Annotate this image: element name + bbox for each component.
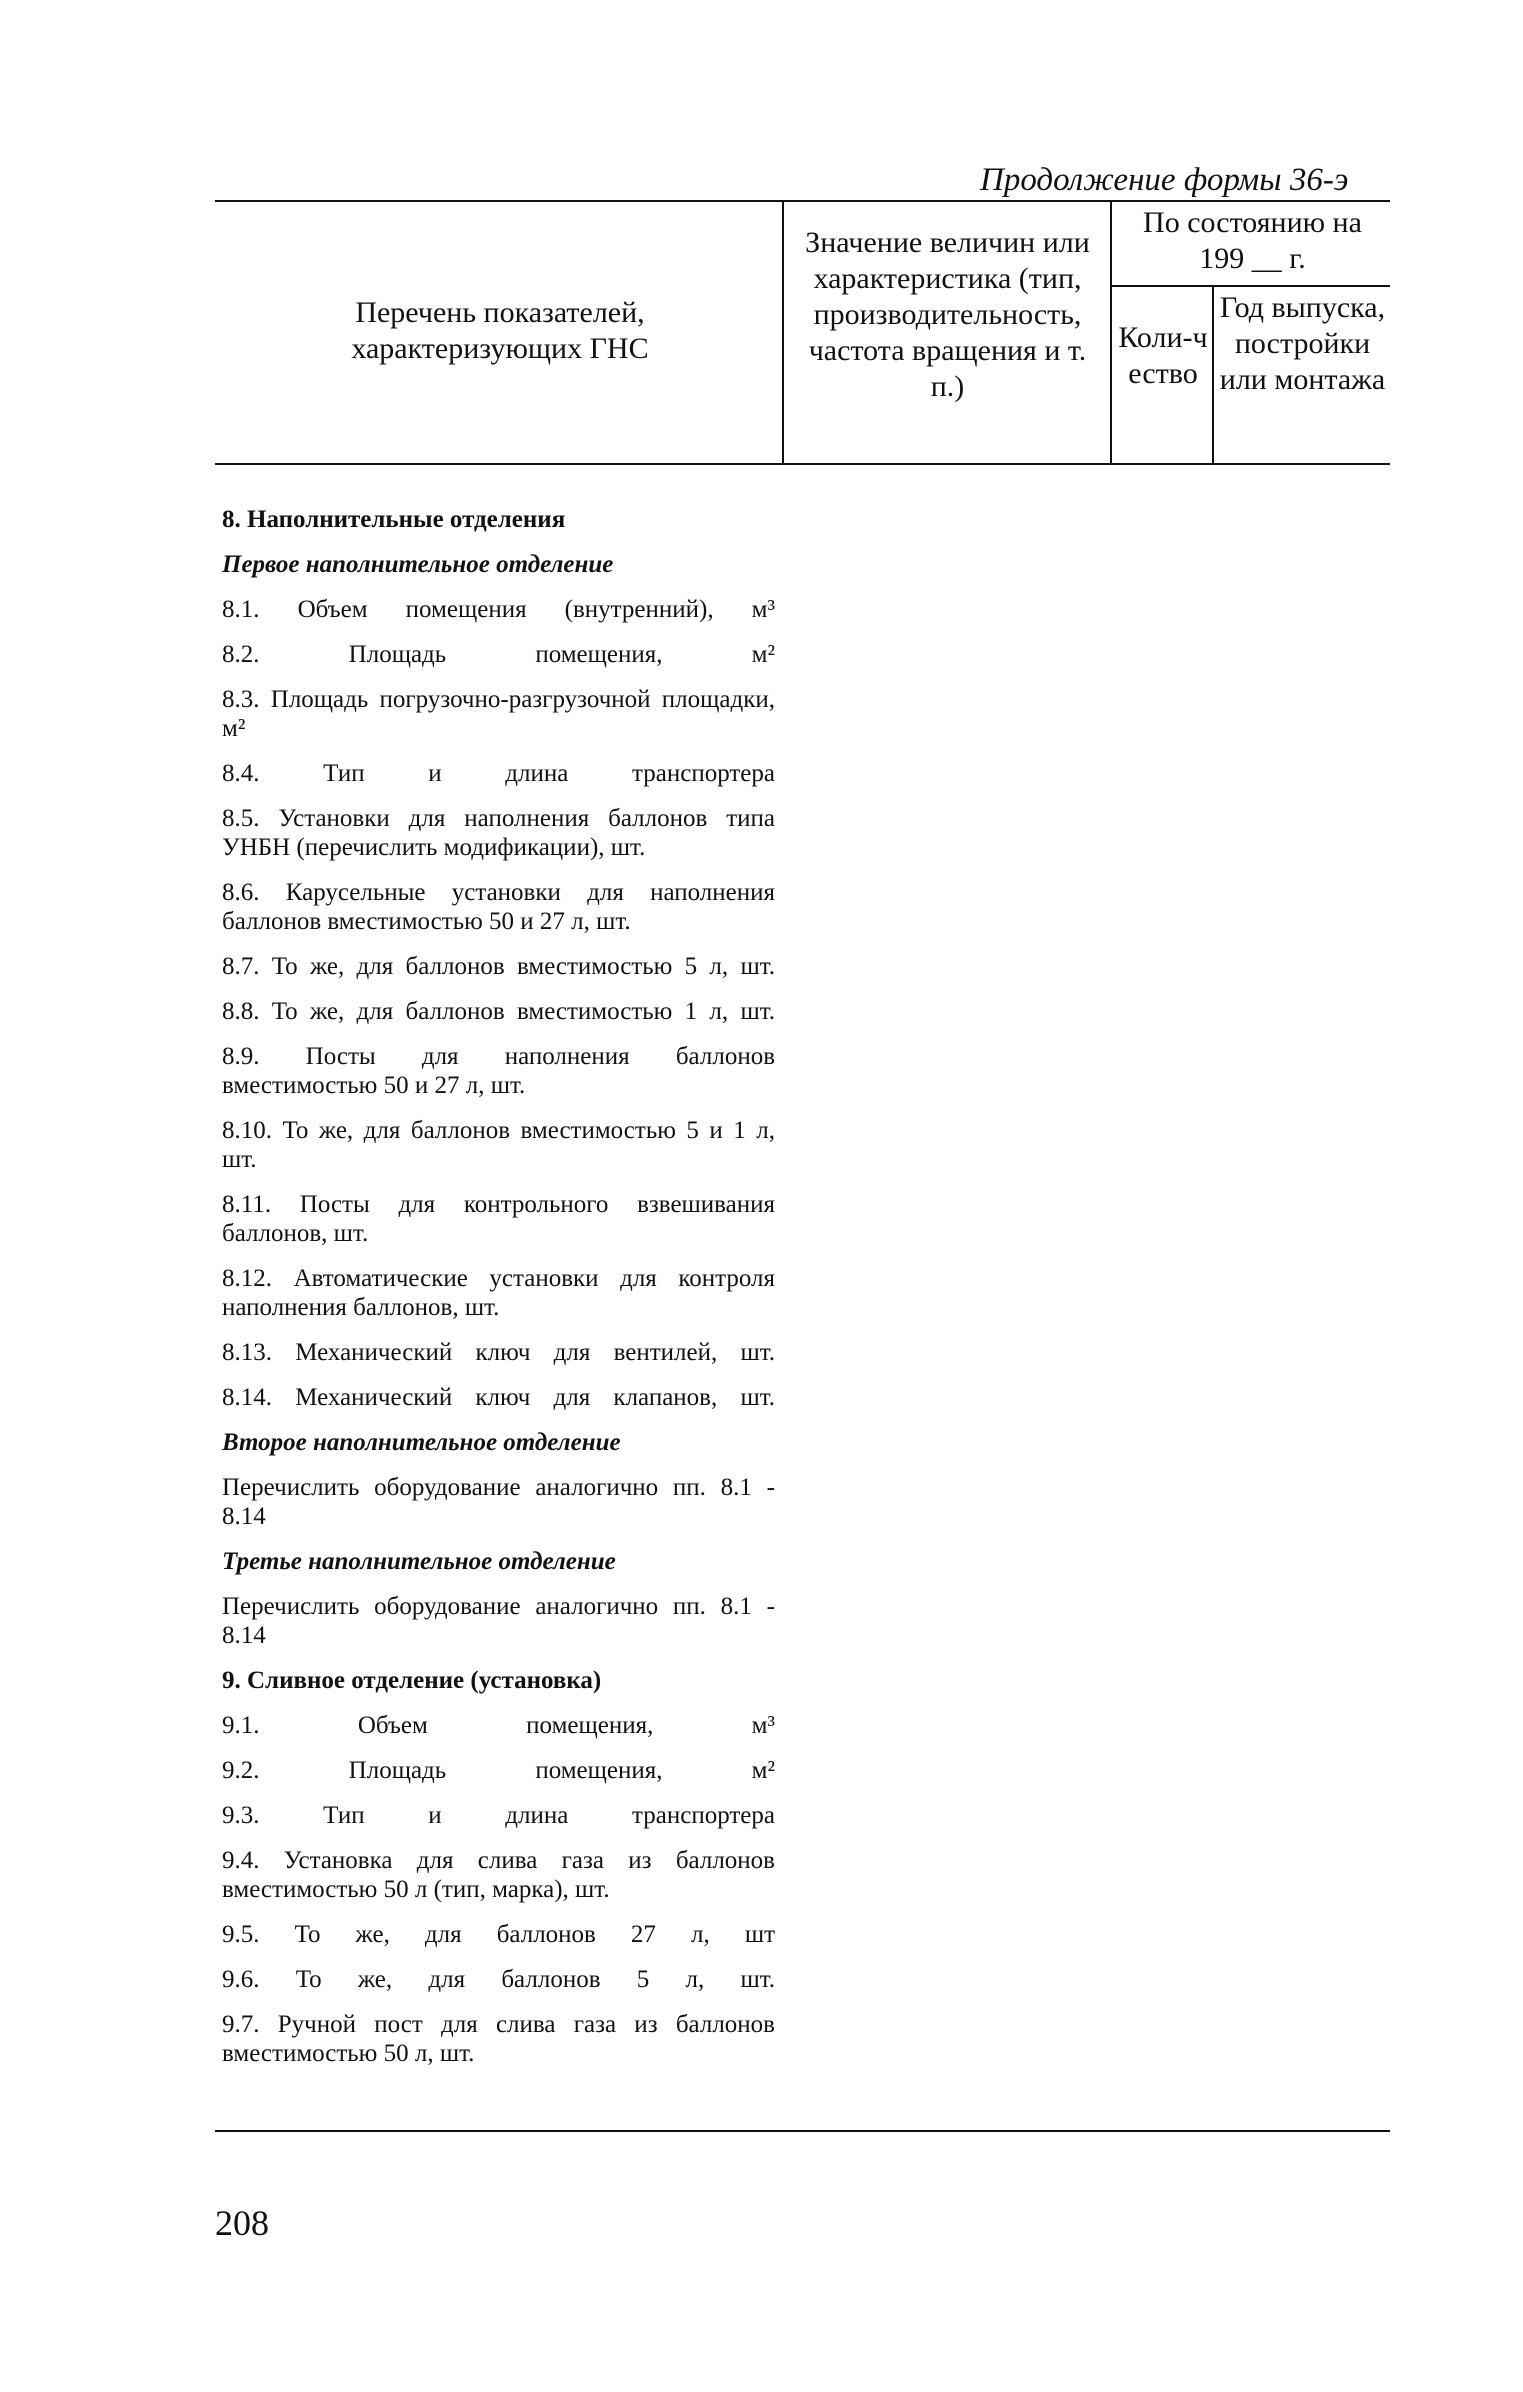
list-item: 9.7. Ручной пост для слива газа из баллонов вместимостью 50 л, шт.	[222, 2011, 775, 2067]
list-item: 8.3. Площадь погрузочно-разгрузочной площадки, м²	[222, 686, 775, 742]
list-item: 8.10. То же, для баллонов вместимостью 5 и 1 л, шт.	[222, 1117, 775, 1173]
subsection-heading: Второе наполнительное отделение	[222, 1429, 621, 1456]
list-item: 9.2. Площадь помещения, м²	[222, 1757, 775, 1784]
list-item: Перечислить оборудование аналогично пп. 8.1 - 8.14	[222, 1474, 775, 1530]
list-item: 8.6. Карусельные установки для наполнения баллонов вместимостью 50 и 27 л, шт.	[222, 879, 775, 935]
list-item: 8.5. Установки для наполнения баллонов типа УНБН (перечислить модификации), шт.	[222, 805, 775, 861]
list-item: 8.2. Площадь помещения, м²	[222, 641, 775, 668]
form-continuation-title: Продолжение формы 36-э	[980, 162, 1349, 198]
list-item: 8.11. Посты для контрольного взвешивания баллонов, шт.	[222, 1191, 775, 1247]
subsection-heading: Первое наполнительное отделение	[222, 551, 614, 578]
section-heading: 9. Сливное отделение (установка)	[222, 1667, 602, 1694]
list-item: 9.3. Тип и длина транспортера	[222, 1802, 775, 1829]
list-item: 8.13. Механический ключ для вентилей, шт.	[222, 1339, 775, 1366]
list-item: 9.5. То же, для баллонов 27 л, шт	[222, 1921, 775, 1948]
header-col-year: Год выпуска, постройки или монтажа	[1219, 291, 1386, 396]
header-col-values: Значение величин или характеристика (тип, производительность, частота вращения и т. п.)	[805, 226, 1090, 403]
header-col-quantity: Коли-чество	[1118, 321, 1208, 390]
header-table	[215, 200, 1390, 465]
header-group-rule	[1110, 285, 1390, 287]
subsection-heading: Третье наполнительное отделение	[222, 1548, 616, 1575]
header-col-status-line2: 199 __ г.	[1199, 242, 1306, 275]
list-item: 9.6. То же, для баллонов 5 л, шт.	[222, 1966, 775, 1993]
list-item: 8.4. Тип и длина транспортера	[222, 760, 775, 787]
page-number: 208	[215, 2203, 269, 2243]
header-col-status-line1: По состоянию на	[1143, 206, 1362, 239]
header-col-indicators: Перечень показателей, характеризующих ГНС	[351, 296, 649, 365]
list-item: 9.4. Установка для слива газа из баллонов вместимостью 50 л (тип, марка), шт.	[222, 1847, 775, 1903]
header-top-rule	[215, 200, 1390, 202]
list-item: 8.12. Автоматические установки для контроля наполнения баллонов, шт.	[222, 1265, 775, 1321]
header-col-divider-3	[1212, 285, 1214, 465]
list-item: 8.9. Посты для наполнения баллонов вместимостью 50 и 27 л, шт.	[222, 1043, 775, 1099]
bottom-rule	[215, 2130, 1390, 2132]
indicator-list	[222, 505, 775, 2084]
list-item: Перечислить оборудование аналогично пп. 8.1 - 8.14	[222, 1593, 775, 1649]
list-item: 8.1. Объем помещения (внутренний), м³	[222, 596, 775, 623]
list-item: 8.7. То же, для баллонов вместимостью 5 л, шт.	[222, 953, 775, 980]
list-item: 8.14. Механический ключ для клапанов, шт.	[222, 1384, 775, 1411]
list-item: 9.1. Объем помещения, м³	[222, 1712, 775, 1739]
header-col-divider-1	[782, 200, 784, 465]
header-col-divider-2	[1110, 200, 1112, 465]
list-item: 8.8. То же, для баллонов вместимостью 1 л, шт.	[222, 998, 775, 1025]
section-heading: 8. Наполнительные отделения	[222, 506, 566, 533]
